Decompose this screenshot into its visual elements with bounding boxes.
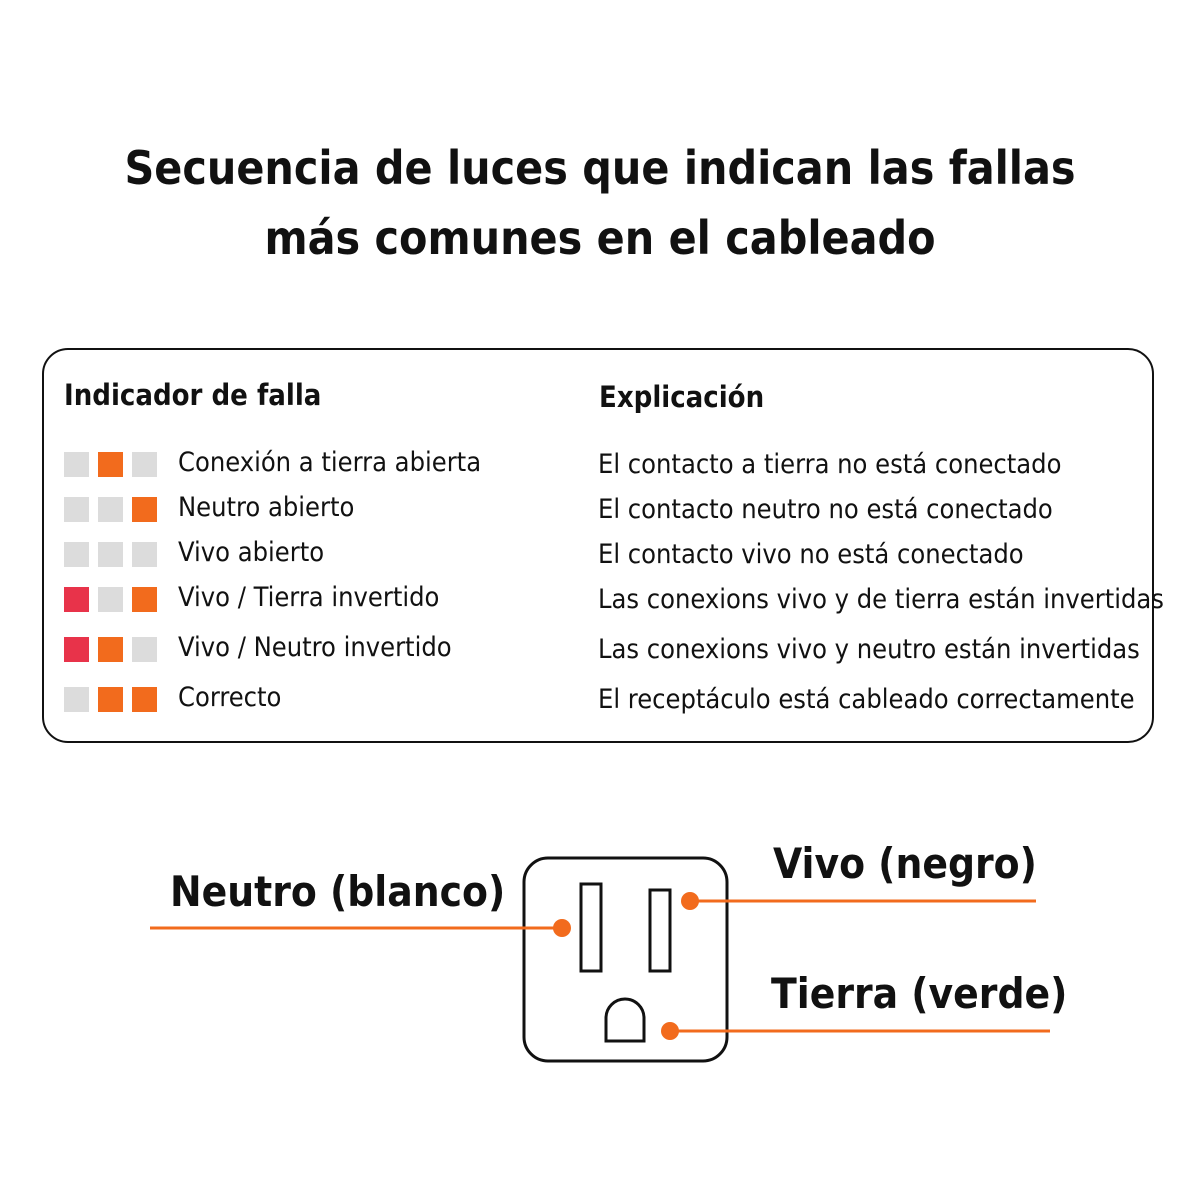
ground-label: Tierra (verde) <box>771 969 1068 1018</box>
fault-explanation: El receptáculo está cableado correctamente <box>598 684 1135 715</box>
fault-explanation: Las conexions vivo y neutro están invertidas <box>598 634 1140 665</box>
fault-label: Vivo / Tierra invertido <box>178 582 440 613</box>
fault-explanation: El contacto neutro no está conectado <box>598 494 1053 525</box>
neutral-wire-dot <box>553 919 571 937</box>
fault-explanation: El contacto vivo no está conectado <box>598 539 1024 570</box>
live-slot <box>650 890 670 971</box>
neutral-label: Neutro (blanco) <box>170 867 506 916</box>
fault-label: Neutro abierto <box>178 492 355 523</box>
fault-label: Conexión a tierra abierta <box>178 447 482 478</box>
header-indicator: Indicador de falla <box>64 378 322 412</box>
page-title-line-1: Secuencia de luces que indican las fallas <box>124 141 1076 195</box>
ground-hole <box>606 999 644 1041</box>
fault-explanation: El contacto a tierra no está conectado <box>598 449 1062 480</box>
page-title-line-2: más comunes en el cableado <box>264 211 936 265</box>
ground-wire-dot <box>661 1022 679 1040</box>
fault-label: Vivo abierto <box>178 537 325 568</box>
fault-explanation: Las conexions vivo y de tierra están invertidas <box>598 584 1164 615</box>
fault-label: Vivo / Neutro invertido <box>178 632 452 663</box>
header-explanation: Explicación <box>599 380 765 414</box>
live-wire-dot <box>681 892 699 910</box>
neutral-slot <box>581 884 601 971</box>
live-label: Vivo (negro) <box>773 839 1037 888</box>
fault-label: Correcto <box>178 682 282 713</box>
